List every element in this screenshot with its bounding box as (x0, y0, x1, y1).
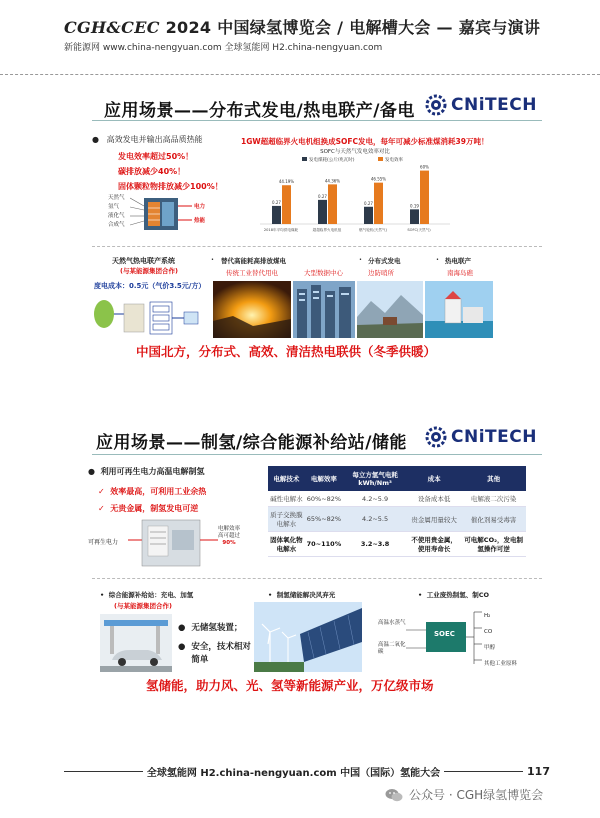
output-heat: 热能 (194, 218, 206, 224)
system-label: 天然气热电联产系统 (112, 257, 175, 265)
col4-caption: 南海岛礁 (447, 269, 473, 277)
section2-title: 应用场景——制氢/综合能源补给站/储能 (96, 433, 407, 453)
bar-efficiency (420, 171, 429, 224)
col3-caption: 边防哨所 (368, 269, 394, 277)
cell: 碱性电解水 (268, 491, 305, 507)
section2-bullet-text: 利用可再生电力高温电解制氢 (100, 467, 205, 476)
col1-title: 替代高能耗高排放煤电 (221, 257, 286, 265)
legend-label-dark: 发电煤耗(公斤/兆瓦时) (309, 158, 355, 163)
soec-input-steam: 高温水蒸气 (378, 620, 406, 626)
south-sea-island-photo (425, 281, 493, 338)
section2-rule (92, 454, 542, 455)
section1-bullet: ● 高效发电并输出高品质热能 (92, 135, 203, 144)
output-co: CO (484, 629, 493, 635)
page-header-title (64, 15, 540, 38)
cell: 固体氧化物电解水 (268, 532, 305, 557)
cell: 质子交换膜电解水 (268, 507, 305, 532)
col1-caption: 传统工业替代用电 (226, 269, 278, 277)
gear-logo-icon (425, 426, 447, 448)
station-partner: (与某能源集团合作) (114, 602, 172, 610)
section2-checks: ✓ 效率最高，可利用工业余热 ✓ 无贵金属，制氢发电可逆 (98, 487, 207, 513)
sofc-unit-icon (124, 304, 144, 332)
diagram-outputs (194, 200, 205, 228)
legend-swatch-orange (378, 157, 383, 161)
chart-headline: 1GW超超临界火电机组换成SOFC发电，每年可减少标准煤消耗39万吨！ (241, 137, 489, 146)
category-label: 超超临界火电机组 (312, 228, 342, 232)
header-other: 其他 (461, 466, 526, 491)
footer-text: 全球氢能网 H2.china-nengyuan.com 中国（国际）氢能大会 (146, 768, 441, 779)
soec-flow-diagram (404, 604, 494, 674)
page-number: 117 (527, 765, 550, 778)
cell: 不使用贵金属，使用寿命长 (407, 532, 461, 557)
bar-coal (318, 200, 327, 224)
section2-bullet: ● 利用可再生电力高温电解制氢 (88, 467, 205, 476)
output-methanol: 甲醇 (484, 645, 496, 651)
cost-text: 度电成本：0.5元（气价3.5元/方） (94, 282, 206, 290)
cell: 65%~82% (305, 507, 344, 532)
category-label: 2018年平均供电煤耗 (263, 228, 299, 232)
header-energy: 每立方氢气电耗kWh/Nm³ (343, 466, 407, 491)
wind-label: • 制氢储能解决风弃光 (268, 591, 336, 599)
logo-text: CNiTECH (451, 427, 537, 447)
section1-slogan: 中国北方，分布式、高效、清洁热电联供（冬季供暖） (136, 344, 437, 359)
section1-title: 应用场景——分布式发电/热电联产/备电 (104, 101, 415, 121)
charging-station-photo (100, 614, 172, 672)
category-label: SOFC(天然气) (407, 228, 431, 232)
check-efficiency: 效率最高，可利用工业余热 (110, 487, 207, 496)
co-label-text: 工业废热制氢、制CO (426, 591, 489, 599)
steel-furnace-photo (213, 281, 291, 338)
header-cost: 成本 (407, 466, 461, 491)
table-row (268, 532, 526, 557)
cell: 可电解CO₂，发电制氢操作可逆 (461, 532, 526, 557)
gear-logo-icon (425, 94, 447, 116)
point-no-storage: 无储氢装置； (191, 623, 243, 633)
bar-coal (272, 206, 281, 224)
col3-title: 分布式发电 (368, 257, 401, 265)
col-bullet-4: • (436, 257, 439, 263)
point-efficiency: 发电效率超过50%！ (118, 152, 194, 161)
watermark (385, 786, 543, 803)
footer-line-right (444, 771, 523, 772)
section1-bullet-text: 高效发电并输出高品质热能 (106, 135, 203, 144)
legend-label-orange: 发电效率 (385, 158, 403, 163)
legend-swatch-dark (302, 157, 307, 161)
point-carbon: 碳排放减少40%！ (118, 167, 186, 176)
data-label: 0.27 (272, 199, 281, 205)
data-label: 0.19 (410, 203, 419, 209)
watermark-text: 公众号 · CGH绿氢博览会 (409, 788, 544, 802)
efficiency-value: 90% (222, 540, 236, 546)
header-tech: 电解技术 (268, 466, 305, 491)
cell: 贵金属用量较大 (407, 507, 461, 532)
table-row (268, 507, 526, 532)
efficiency-line1: 电解效率 (218, 526, 241, 532)
col-bullet-1: • (211, 257, 214, 263)
bar-coal (364, 207, 373, 224)
output-other: 其他工业原料 (484, 661, 518, 667)
header-subtitle: 新能源网 www.china-nengyuan.com 全球氢能网 H2.china-nengyuan.com (64, 43, 383, 53)
bar-coal (410, 209, 419, 224)
data-label: 60% (420, 164, 429, 170)
gas-tank-icon (94, 300, 114, 328)
soec-outputs (484, 608, 517, 672)
col4-title: 热电联产 (445, 257, 471, 265)
data-center-photo (293, 281, 355, 338)
data-label: 0.27 (318, 193, 327, 199)
station-points: ● 无储氢装置； ● 安全，技术相对简单 (178, 622, 253, 667)
efficiency-bar-chart (250, 146, 460, 238)
data-label: 46.55% (370, 176, 387, 182)
section1-rule (92, 120, 542, 121)
section1-points (118, 149, 223, 194)
data-label: 0.27 (364, 200, 373, 206)
wind-solar-photo (254, 602, 362, 672)
system-partner: (与某能源集团合作) (120, 267, 178, 275)
check-no-precious-metal: 无贵金属，制氢发电可逆 (110, 504, 199, 513)
category-label: 燃气轮机(天然气) (359, 228, 387, 232)
table-header-row (268, 466, 526, 491)
sofc-device-diagram (108, 194, 228, 234)
electrolyzer-photo (128, 516, 224, 568)
logo-text: CNiTECH (451, 95, 537, 115)
col2-caption: 大型数据中心 (304, 269, 343, 277)
cell: 60%~82% (305, 491, 344, 507)
section2-slogan: 氢储能，助力风、光、氢等新能源产业，万亿级市场 (146, 678, 434, 693)
brand-name: CGH&CEC (64, 18, 160, 37)
output-h2: H₂ (484, 613, 491, 619)
wind-label-text: 制氢储能解决风弃光 (276, 591, 336, 599)
cell: 3.2~3.8 (343, 532, 407, 557)
cell: 电解液二次污染 (461, 491, 526, 507)
diagram-inputs (108, 194, 125, 230)
data-label: 44.19% (278, 179, 295, 185)
point-particulate: 固体颗粒物排放减少100%！ (118, 182, 223, 191)
station-label: • 综合能源补给站：充电、加氢 (100, 591, 194, 599)
header-title-text: 2024 中国绿氢博览会 / 电解槽大会 — 嘉宾与演讲 (159, 18, 541, 37)
cell: 催化剂易受毒害 (461, 507, 526, 532)
cell: 设备成本低 (407, 491, 461, 507)
input-natural-gas: 天然气 (108, 195, 125, 201)
bar-efficiency (282, 185, 291, 224)
header-divider (0, 74, 600, 75)
cell: 4.2~5.9 (343, 491, 407, 507)
input-lpg: 液化气 (108, 213, 125, 219)
electrolysis-comparison-table (268, 466, 526, 557)
soec-label: SOEC (434, 630, 455, 638)
cell: 70~110% (305, 532, 344, 557)
system-box (150, 302, 172, 334)
border-outpost-photo (357, 281, 423, 338)
house-icon (184, 312, 198, 324)
input-hydrogen: 氢气 (108, 204, 120, 210)
section1-mid-rule (92, 246, 542, 247)
bar-efficiency (328, 184, 337, 224)
efficiency-line2: 高可超过 (218, 533, 241, 539)
output-power: 电力 (194, 204, 206, 210)
point-safe: 安全，技术相对简单 (191, 642, 251, 665)
input-syngas: 合成气 (108, 222, 125, 228)
col-bullet-3: • (359, 257, 362, 263)
station-label-text: 综合能源补给站：充电、加氢 (108, 591, 194, 599)
cell: 4.2~5.5 (343, 507, 407, 532)
chart-title: SOFC与天然气发电效率对比 (320, 149, 390, 155)
footer-line-left (64, 771, 143, 772)
co-label: • 工业废热制氢、制CO (418, 591, 489, 599)
table-row (268, 491, 526, 507)
header-efficiency: 电解效率 (305, 466, 344, 491)
cogeneration-system-diagram (92, 292, 202, 338)
section2-logo (425, 426, 537, 448)
section1-logo (425, 94, 537, 116)
electrolysis-efficiency (218, 526, 240, 547)
renewable-label: 可再生电力 (88, 539, 119, 546)
section2-mid-rule (92, 578, 542, 579)
wechat-icon (385, 788, 403, 802)
bar-efficiency (374, 183, 383, 224)
soec-input-co2: 高温二氧化碳 (378, 642, 406, 655)
data-label: 44.36% (324, 178, 341, 184)
page-footer (64, 764, 550, 779)
